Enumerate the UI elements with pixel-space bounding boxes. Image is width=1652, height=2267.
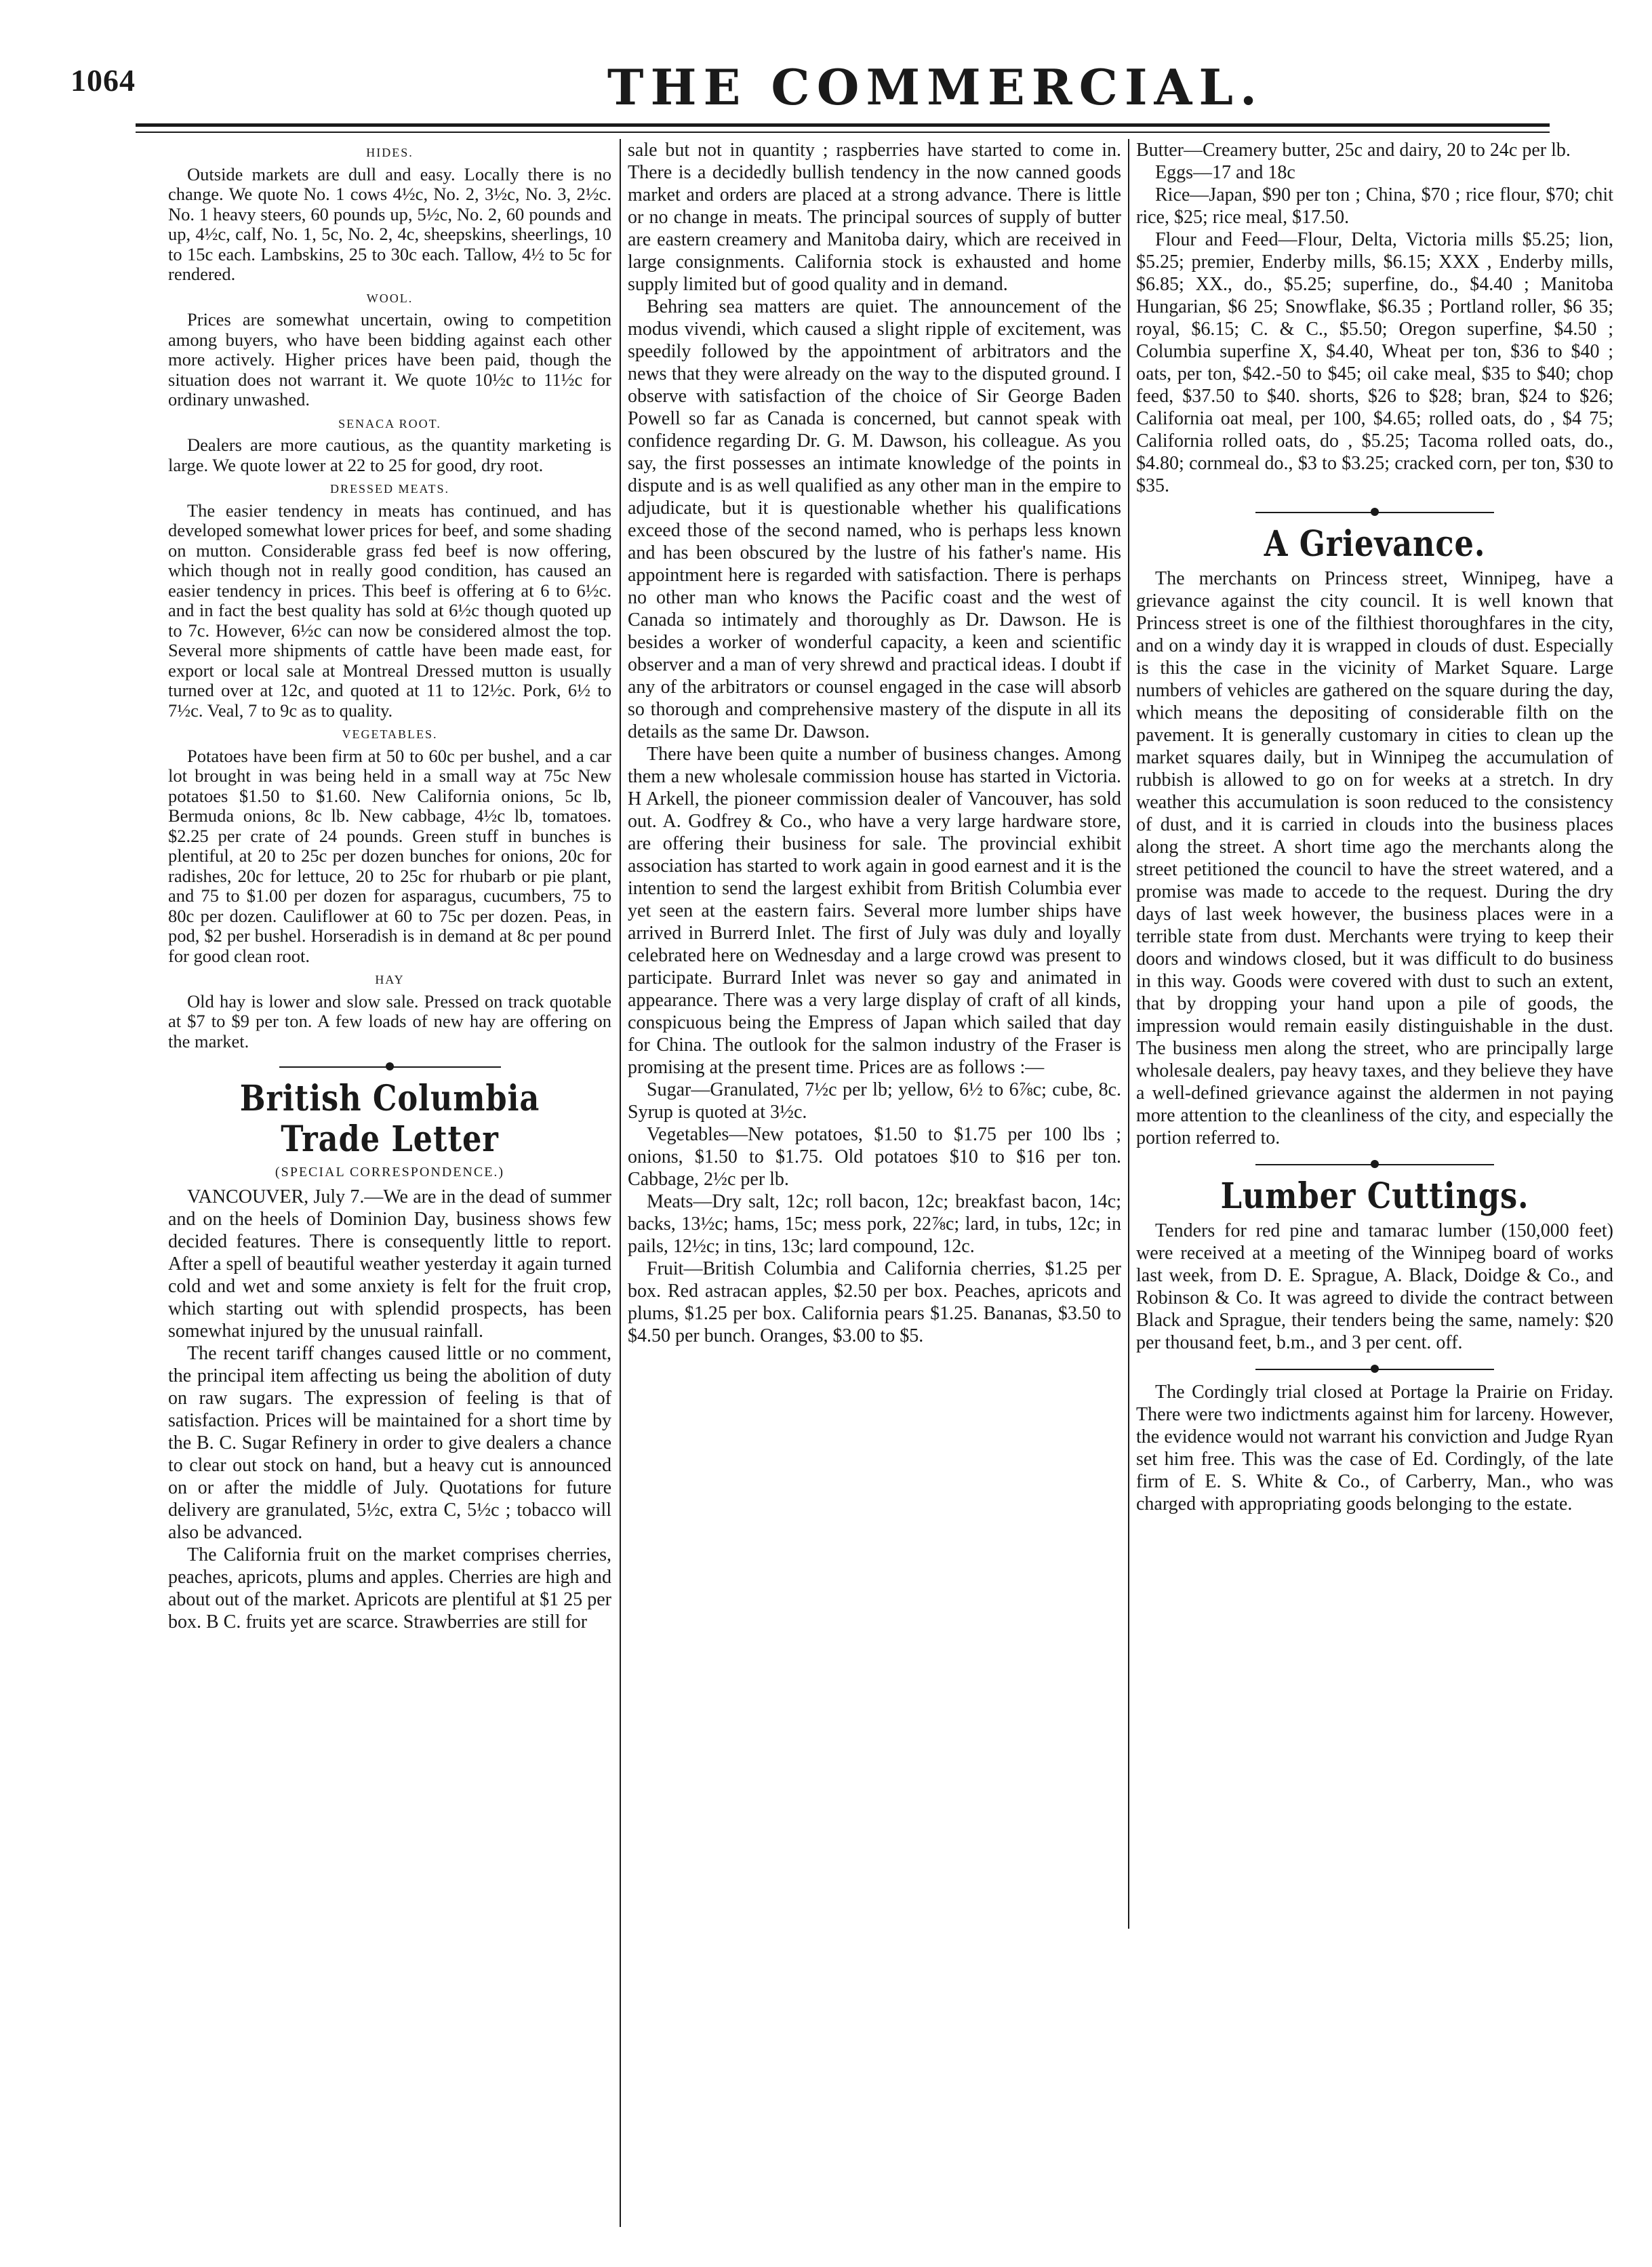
section-ornament <box>168 1062 611 1072</box>
sugar-prices: Sugar—Granulated, 7½c per lb; yellow, 6½ to 6⅞c; cube, 8c. Syrup is quoted at 3½c. <box>628 1079 1121 1123</box>
senaca-heading: SENACA ROOT. <box>338 416 441 430</box>
senaca-paragraph: Dealers are more cautious, as the quantity marketing is large. We quote lower at 22 to 25 for good, dry root. <box>168 435 611 475</box>
fruit-prices: Fruit—British Columbia and California cherries, $1.25 per box. Red astracan apples, $2.50 per box. Peaches, apricots and plums, $1.25 per box. California pears $1.25. Bananas, $3.50 to $4.50 per bunch. Oranges, $3.00 to $5. <box>628 1258 1121 1346</box>
vegetables-heading: VEGETABLES. <box>342 727 438 741</box>
page-number: 1064 <box>70 63 136 98</box>
section-ornament <box>1136 508 1613 517</box>
masthead: THE COMMERCIAL. <box>607 58 1264 116</box>
wool-paragraph: Prices are somewhat uncertain, owing to competition among buyers, who have been bidding against each other more actively. Higher prices have been paid, though the situation does not warrant it. We quote 10½c to 11½c for ordinary unwashed. <box>168 309 611 409</box>
egg-prices: Eggs—17 and 18c <box>1155 162 1295 183</box>
column-divider-1 <box>620 139 621 2227</box>
bc-paragraph-1: VANCOUVER, July 7.—We are in the dead of summer and on the heels of Dominion Day, business shows few decided features. There is consequently little to report. After a spell of beautiful weather yesterday it again turned cold and wet and some anxiety is felt for the fruit crop, which starting out with splendid prospects, has been somewhat injured by the unusual rainfall. <box>168 1186 611 1342</box>
column-3 <box>1136 139 1613 2234</box>
hides-heading: HIDES. <box>366 146 414 159</box>
section-ornament <box>1136 1160 1613 1169</box>
header-rule-thick <box>136 123 1550 127</box>
bc-trade-letter-headline: British Columbia Trade Letter <box>239 1078 540 1160</box>
bc-paragraph-3: The California fruit on the market comprises cherries, peaches, apricots, plums and apples. Cherries are high and about out of the market. Apricots are plentiful at $1 25 per box. B C. fruits yet are scarce. Strawberries are still for <box>168 1544 611 1632</box>
section-ornament <box>1136 1365 1613 1374</box>
rice-prices: Rice—Japan, $90 per ton ; China, $70 ; rice flour, $70; chit rice, $25; rice meal, $17.50. <box>1136 184 1613 228</box>
vegetables-paragraph: Potatoes have been firm at 50 to 60c per bushel, and a car lot brought in was being held in a small way at 75c New potatoes $1.50 to $1.60. New California onions, 5c lb, Bermuda onions, 8c lb. New cabbage, 4½c lb, tomatoes. $2.25 per crate of 24 pounds. Green stuff in bunches is plentiful, at 20 to 25c per dozen bunches for onions, 20c for radishes, 20c for lettuce, 20 to 25c for rhubarb or pie plant, and 75 to $1.00 per dozen for asparagus, cucumbers, 75 to 80c per dozen. Cauliflower at 60 to 75c per dozen. Peas, in pod, $2 per bushel. Horseradish is in demand at 8c per pound for good clean root. <box>168 745 611 966</box>
hides-paragraph: Outside markets are dull and easy. Locally there is no change. We quote No. 1 cows 4½c, No. 2, 3½c, No. 3, 2½c. No. 1 heavy steers, 60 pounds up, 5½c, No. 2, 60 pounds and up, 4½c, calf, No. 1, 5c, No. 2, 4c, sheepskins, sheerlings, 10 to 15c each. Lambskins, 25 to 30c each. Tallow, 4½ to 5c for rendered. <box>168 163 611 284</box>
vegetable-prices: Vegetables—New potatoes, $1.50 to $1.75 per 100 lbs ; onions, $1.50 to $1.75. Old potatoes $10 to $16 per ton. Cabbage, 2½c per lb. <box>628 1124 1121 1190</box>
hay-paragraph: Old hay is lower and slow sale. Pressed on track quotable at $7 to $9 per ton. A few loads of new hay are offering on the market. <box>168 990 611 1051</box>
meat-prices: Meats—Dry salt, 12c; roll bacon, 12c; breakfast bacon, 14c; backs, 13½c; hams, 15c; mess pork, 22⅞c; lard, in tubs, 12c; in pails, 12½c; in tins, 13c; lard compound, 12c. <box>628 1191 1121 1257</box>
bc-continued-paragraph: sale but not in quantity ; raspberries have started to come in. There is a decidedly bullish tendency in the now canned goods market and orders are placed at a strong advance. There is little or no change in meats. The principal sources of supply of butter are eastern creamery and Manitoba dairy, which are received in large consignments. California stock is exhausted and home supply limited but of good quality and in demand. <box>628 140 1121 295</box>
flour-feed-prices: Flour and Feed—Flour, Delta, Victoria mills $5.25; lion, $5.25; premier, Enderby mills, $6.15; XXX , Enderby mills, $6.85; XX., do., $5.25; superfine, do., $4.40 ; Manitoba Hungarian, $6 25; Snowflake, $6.35 ; Portland roller, $6 35; royal, $6.15; C. & C., $5.50; Oregon superfine, $4.50 ; Columbia superfine X, $4.40, Wheat per ton, $36 to $40 ; oats, per ton, $42.-50 to $45; oil cake meal, $35 to $40; chop feed, $37.50 to $40. shorts, $26 to $28; bran, $24 to $26; California oat meal, per 100, $4.65; rolled oats, do , $4 75; California rolled oats, do , $5.25; Tacoma rolled oats, do., $4.80; cornmeal do., $3 to $3.25; cracked corn, per ton, $30 to $35. <box>1136 229 1613 496</box>
column-1 <box>168 139 611 2234</box>
grievance-headline: A Grievance. <box>1264 523 1486 565</box>
meats-paragraph: The easier tendency in meats has continued, and has developed somewhat lower prices for beef, and some shading on mutton. Considerable grass fed beef is now offering, which though not in really good condition, has caused an easier tendency in prices. This beef is offering at 6 to 6½c. and in fact the best quality has sold at 6½c though quoted up to 7c. However, 6½c can now be considered almost the top. Several more shipments of cattle have been made east, for export or local sale at Montreal Dressed mutton is usually turned over at 12c, and quoted at 11 to 12½c. Pork, 6½ to 7½c. Veal, 7 to 9c as to quality. <box>168 500 611 721</box>
meats-heading: DRESSED MEATS. <box>329 482 450 496</box>
column-divider-2 <box>1128 139 1129 1929</box>
grievance-paragraph: The merchants on Princess street, Winnipeg, have a grievance against the city council. It is well known that Princess street is one of the filthiest thoroughfares in the city, and on a windy day it is wrapped in clouds of dust. Especially is this the case in the vicinity of Market Square. Large numbers of vehicles are gathered on the square during the day, which means the depositing of considerable filth on the pavement. It is generally customary in cities to clean up the market squares daily, but in Winnipeg the accumulation of rubbish is allowed to go on for weeks at a stretch. In dry weather this accumulation is soon reduced to the consistency of dust, and it is carried in clouds into the business places along the street. A short time ago the merchants along the street petitioned the council to have the street watered, and a promise was made to accede to the request. During the dry days of last week however, the business places were in a terrible state from dust. Merchants were trying to keep their doors and windows closed, but it was difficult to do business in this way. Goods were covered with dust to such an extent, that by dropping your hand upon a pile of goods, the impression would remain easily distinguishable in the dust. The business men along the street, who are principally large wholesale dealers, pay heavy taxes, and they believe they have a well-defined grievance against the aldermen in not paying more attention to the cleanliness of the city, and especially the portion referred to. <box>1136 568 1613 1148</box>
bc-paragraph-2: The recent tariff changes caused little or no comment, the principal item affecting us being the abolition of duty on raw sugars. The expression of feeling is that of satisfaction. Prices will be maintained for a short time by the B. C. Sugar Refinery in order to give dealers a chance to clear out stock on hand, but a heavy cut is announced on or after the middle of July. Quotations for future delivery are granulated, 5½c, extra C, 5½c ; tobacco will also be advanced. <box>168 1342 611 1543</box>
lumber-cuttings-headline: Lumber Cuttings. <box>1220 1176 1529 1217</box>
cordingly-paragraph: The Cordingly trial closed at Portage la Prairie on Friday. There were two indictments against him for larceny. However, the evidence would not warrant his conviction and Judge Ryan set him free. This was the case of Ed. Cordingly, of the late firm of E. S. White & Co., of Carberry, Man., who was charged with appropriating goods belonging to the estate. <box>1136 1382 1613 1514</box>
bc-byline: (SPECIAL CORRESPONDENCE.) <box>275 1165 505 1180</box>
hay-heading: HAY <box>375 973 405 986</box>
column-2 <box>628 139 1121 2234</box>
business-changes-paragraph: There have been quite a number of business changes. Among them a new wholesale commission house has started in Victoria. H Arkell, the pioneer commission dealer of Vancouver, has sold out. A. Godfrey & Co., who have a very large hardware store, are offering their business for sale. The provincial exhibit association has started to work again in good earnest and it is the intention to send the largest exhibit from British Columbia ever yet seen at the eastern fairs. Several more lumber ships have arrived in Burrerd Inlet. The first of July was duly and loyally celebrated here on Wednesday and a large crowd was present to participate. Burrard Inlet was never so gay and animated in appearance. There was a very large display of craft of all kinds, conspicuous being the Empress of Japan which sailed that day for China. The outlook for the salmon industry of the Fraser is promising at the present time. Prices are as follows :— <box>628 744 1121 1078</box>
wool-heading: WOOL. <box>366 291 414 305</box>
butter-prices: Butter—Creamery butter, 25c and dairy, 20 to 24c per lb. <box>1136 140 1571 161</box>
header-rule-thin <box>136 132 1550 133</box>
behring-sea-paragraph: Behring sea matters are quiet. The announcement of the modus vivendi, which caused a slight ripple of excitement, was speedily followed by the appointment of arbitrators and the news that they were already on the way to the disputed ground. I observe with satisfaction of the choice of Sir George Baden Powell so far as Canada is concerned, but cannot speak with confidence regarding Dr. G. M. Dawson, his colleague. As you say, the first possesses an intimate knowledge of the points in dispute and is as well qualified as any other man in the empire to adjudicate, but it is questionable whether his qualifications exceed those of the second named, who is perhaps less known and has been obscured by the lustre of his father's name. His appointment here is regarded with satisfaction. There is perhaps no other man who knows the Pacific coast and the west of Canada so intimately and thoroughly as Dr. Dawson. He is besides a worker of wonderful capacity, a keen and scientific observer and a man of very shrewd and practical ideas. I doubt if any of the arbitrators or counsel engaged in the case will absorb so thorough and comprehensive mastery of the dispute in all its details as the same Dr. Dawson. <box>628 296 1121 742</box>
lumber-paragraph: Tenders for red pine and tamarac lumber (150,000 feet) were received at a meeting of the Winnipeg board of works last week, from D. E. Sprague, A. Black, Doidge & Co., and Robinson & Co. It was agreed to divide the contract between Black and Sprague, their tenders being the same, namely: $20 per thousand feet, b.m., and 3 per cent. off. <box>1136 1220 1613 1353</box>
